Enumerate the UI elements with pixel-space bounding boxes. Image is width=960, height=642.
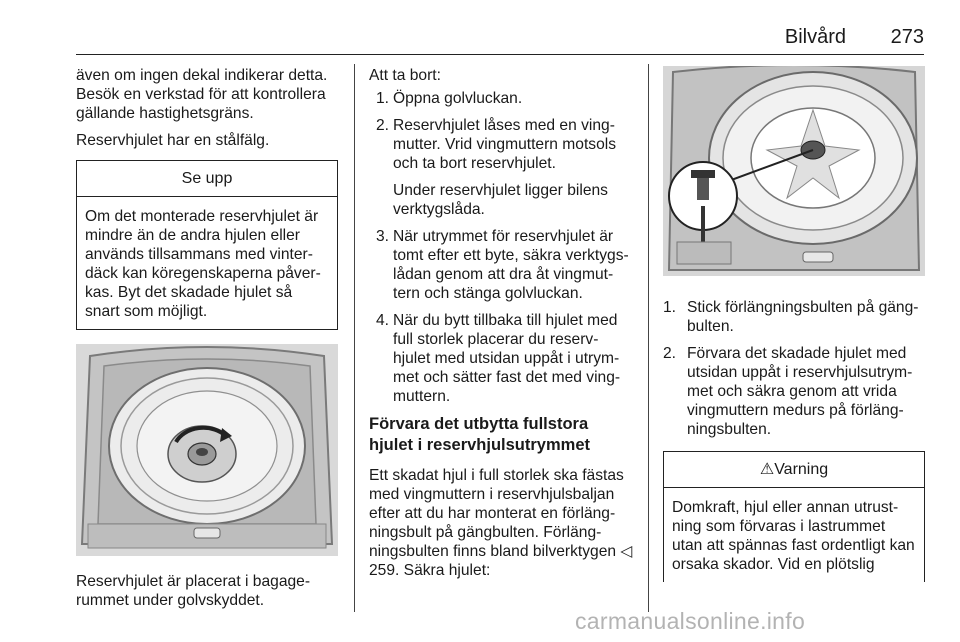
step-number: 1. [376, 90, 390, 107]
paragraph: Att ta bort: [369, 67, 441, 84]
step-number: 4. [376, 312, 390, 329]
column-left [76, 66, 338, 618]
step-text: Öppna golvluckan. [393, 90, 523, 107]
caution-box [76, 160, 338, 330]
column-middle [369, 66, 635, 588]
warning-title [664, 452, 924, 488]
step-text: När utrymmet för reservhjulet är tomt efter ett byte, säkra verktygs-lådan genom att dra åt vingmut-tern och stänga golvluckan. [393, 228, 629, 302]
column-divider [648, 64, 649, 612]
step-number: 1. [663, 299, 677, 316]
section-heading: Förvara det utbytta fullstora hjulet i reservhjulsutrymmet [369, 415, 590, 454]
warning-box [663, 451, 925, 582]
step-note: Under reservhjulet ligger bilens verktygslåda. [393, 182, 608, 218]
column-right [663, 66, 925, 596]
caution-title: Se upp [77, 161, 337, 197]
list-item [663, 298, 925, 336]
list-item [369, 89, 635, 108]
reference-arrow-icon: ◁ [620, 543, 633, 560]
step-number: 3. [376, 228, 390, 245]
step-text: Förvara det skadade hjulet med utsidan uppåt i reservhjulsutrym-met och säkra genom att vrida vingmuttern medurs på förläng-ningsbulten. [687, 345, 913, 438]
section-title: Bilvård [784, 26, 846, 48]
step-number: 2. [376, 117, 390, 134]
warning-body: Domkraft, hjul eller annan utrust-ning som förvaras i lastrummet utan att spännas fast ordentligt kan orsaka skador. Vid en plötslig [672, 499, 915, 573]
storage-steps [663, 298, 925, 439]
caution-body: Om det monterade reservhjulet är mindre än de andra hjulen eller används tillsammans med vinter-däck kan köregenskaperna påver-kas. Byt det skadade hjulet så snart som möjligt. [85, 208, 321, 320]
list-item [369, 116, 635, 219]
paragraph-text: Ett skadat hjul i full storlek ska fästas med vingmuttern i reservhjulsbaljan efter att du har monterat en förläng-ningsbult på gängbulten. Förläng-ningsbulten finns bland bilverktygen [369, 467, 624, 560]
paragraph: Reservhjulet har en stålfälg. [76, 132, 270, 149]
step-text: Stick förlängningsbulten på gäng-bulten. [687, 299, 919, 335]
watermark: carmanualsonline.info [575, 608, 806, 634]
page-number: 273 [890, 26, 924, 48]
page-header [76, 28, 924, 52]
warning-title-text: Varning [774, 461, 829, 478]
removal-steps [369, 89, 635, 406]
step-text: Reservhjulet låses med en ving-mutter. Vrid vingmuttern motsols och ta bort reservhjulet. [393, 117, 617, 172]
figure-caption: Reservhjulet är placerat i bagage-rummet under golvskyddet. [76, 573, 311, 609]
column-divider [354, 64, 355, 612]
reference-text: 259. Säkra hjulet: [369, 562, 491, 579]
paragraph: även om ingen dekal indikerar detta. Besök en verkstad för att kontrollera gällande hastighetsgräns. [76, 67, 328, 122]
list-item [369, 311, 635, 406]
list-item [663, 344, 925, 439]
spare-wheel-illustration [76, 344, 338, 556]
warning-triangle-icon: ⚠ [759, 461, 775, 478]
extension-bolt-illustration [663, 66, 925, 276]
header-rule [76, 54, 924, 55]
step-number: 2. [663, 345, 677, 362]
paragraph [369, 466, 635, 580]
list-item [369, 227, 635, 303]
step-text: När du bytt tillbaka till hjulet med full storlek placerar du reserv-hjulet med utsidan uppåt i utrym-met och sätter fast det med ving-muttern. [393, 312, 621, 405]
